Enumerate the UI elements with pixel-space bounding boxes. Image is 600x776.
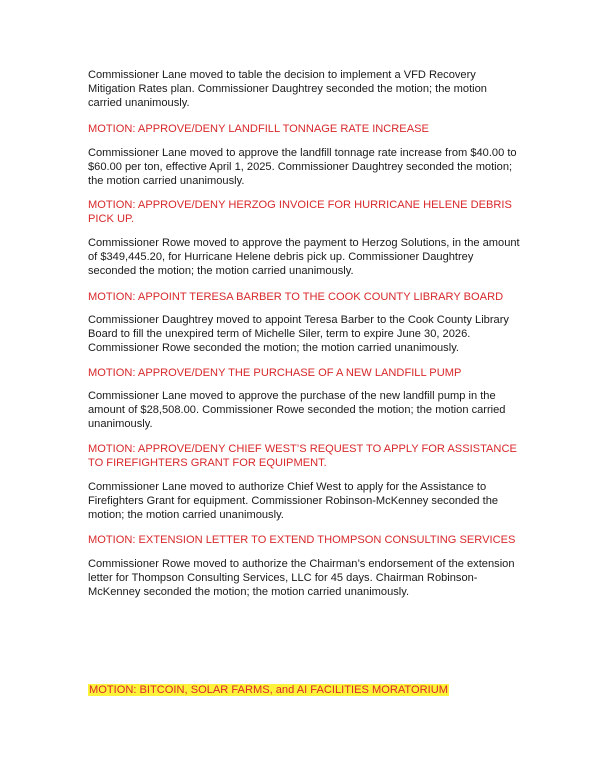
text-line: seconded the motion; the motion carried unanimously. xyxy=(88,265,354,277)
text-line: Commissioner Lane moved to table the decision to implement a VFD Recovery xyxy=(88,69,476,81)
motion-heading-firefighters-grant xyxy=(88,442,528,470)
paragraph-herzog-invoice xyxy=(88,236,528,278)
motion-line: MOTION: APPROVE/DENY CHIEF WEST’S REQUEST TO APPLY FOR ASSISTANCE xyxy=(88,443,517,455)
text-line: McKenney seconded the motion; the motion carried unanimously. xyxy=(88,586,410,598)
paragraph-thompson-consulting xyxy=(88,557,528,599)
paragraph-firefighters-grant xyxy=(88,480,528,522)
text-line: Commissioner Rowe seconded the motion; the motion carried unanimously. xyxy=(88,342,459,354)
motion-line: PICK UP. xyxy=(88,213,135,225)
text-line: unanimously. xyxy=(88,418,153,430)
text-line: Commissioner Lane moved to authorize Chief West to apply for the Assistance to xyxy=(88,481,487,493)
motion-line: MOTION: APPOINT TERESA BARBER TO THE COOK COUNTY LIBRARY BOARD xyxy=(88,291,504,303)
text-line: Board to fill the unexpired term of Michelle Siler, term to expire June 30, 2026. xyxy=(88,328,471,340)
text-line: amount of $28,508.00. Commissioner Rowe seconded the motion; the motion carried xyxy=(88,404,506,416)
text-line: $60.00 per ton, effective April 1, 2025. Commissioner Daughtrey seconded the motion; xyxy=(88,161,513,173)
text-line: motion; the motion carried unanimously. xyxy=(88,509,284,521)
motion-heading-landfill-tonnage xyxy=(88,122,528,136)
text-line: Commissioner Rowe moved to approve the payment to Herzog Solutions, in the amount xyxy=(88,237,520,249)
paragraph-vfd-recovery xyxy=(88,68,528,110)
motion-heading-library-board xyxy=(88,290,528,304)
highlighted-motion-text: MOTION: BITCOIN, SOLAR FARMS, and AI FACILITIES MORATORIUM xyxy=(89,684,448,696)
paragraph-landfill-tonnage xyxy=(88,146,528,188)
motion-line: MOTION: APPROVE/DENY LANDFILL TONNAGE RATE INCREASE xyxy=(88,123,429,135)
text-line: carried unanimously. xyxy=(88,97,190,109)
text-line: of $349,445.20, for Hurricane Helene debris pick up. Commissioner Daughtrey xyxy=(88,251,474,263)
text-line: Commissioner Daughtrey moved to appoint Teresa Barber to the Cook County Library xyxy=(88,314,509,326)
text-line: the motion carried unanimously. xyxy=(88,175,245,187)
text-line: Mitigation Rates plan. Commissioner Daughtrey seconded the motion; the motion xyxy=(88,83,487,95)
motion-line-highlighted xyxy=(88,683,528,697)
paragraph-library-board xyxy=(88,313,528,355)
text-line: Commissioner Rowe moved to authorize the Chairman’s endorsement of the extension xyxy=(88,558,515,570)
motion-heading-herzog-invoice xyxy=(88,198,528,226)
motion-line: MOTION: APPROVE/DENY THE PURCHASE OF A NEW LANDFILL PUMP xyxy=(88,367,462,379)
text-line: Firefighters Grant for equipment. Commissioner Robinson-McKenney seconded the xyxy=(88,495,499,507)
text-line: letter for Thompson Consulting Services, LLC for 45 days. Chairman Robinson- xyxy=(88,572,478,584)
motion-line: MOTION: EXTENSION LETTER TO EXTEND THOMPSON CONSULTING SERVICES xyxy=(88,534,516,546)
text-line: Commissioner Lane moved to approve the purchase of the new landfill pump in the xyxy=(88,390,496,402)
paragraph-landfill-pump xyxy=(88,389,528,431)
motion-line: MOTION: APPROVE/DENY HERZOG INVOICE FOR HURRICANE HELENE DEBRIS xyxy=(88,199,512,211)
motion-heading-moratorium xyxy=(88,683,528,697)
motion-heading-landfill-pump xyxy=(88,366,528,380)
motion-heading-thompson-consulting xyxy=(88,533,528,547)
motion-line: TO FIREFIGHTERS GRANT FOR EQUIPMENT. xyxy=(88,457,327,469)
text-line: Commissioner Lane moved to approve the landfill tonnage rate increase from $40.00 to xyxy=(88,147,517,159)
